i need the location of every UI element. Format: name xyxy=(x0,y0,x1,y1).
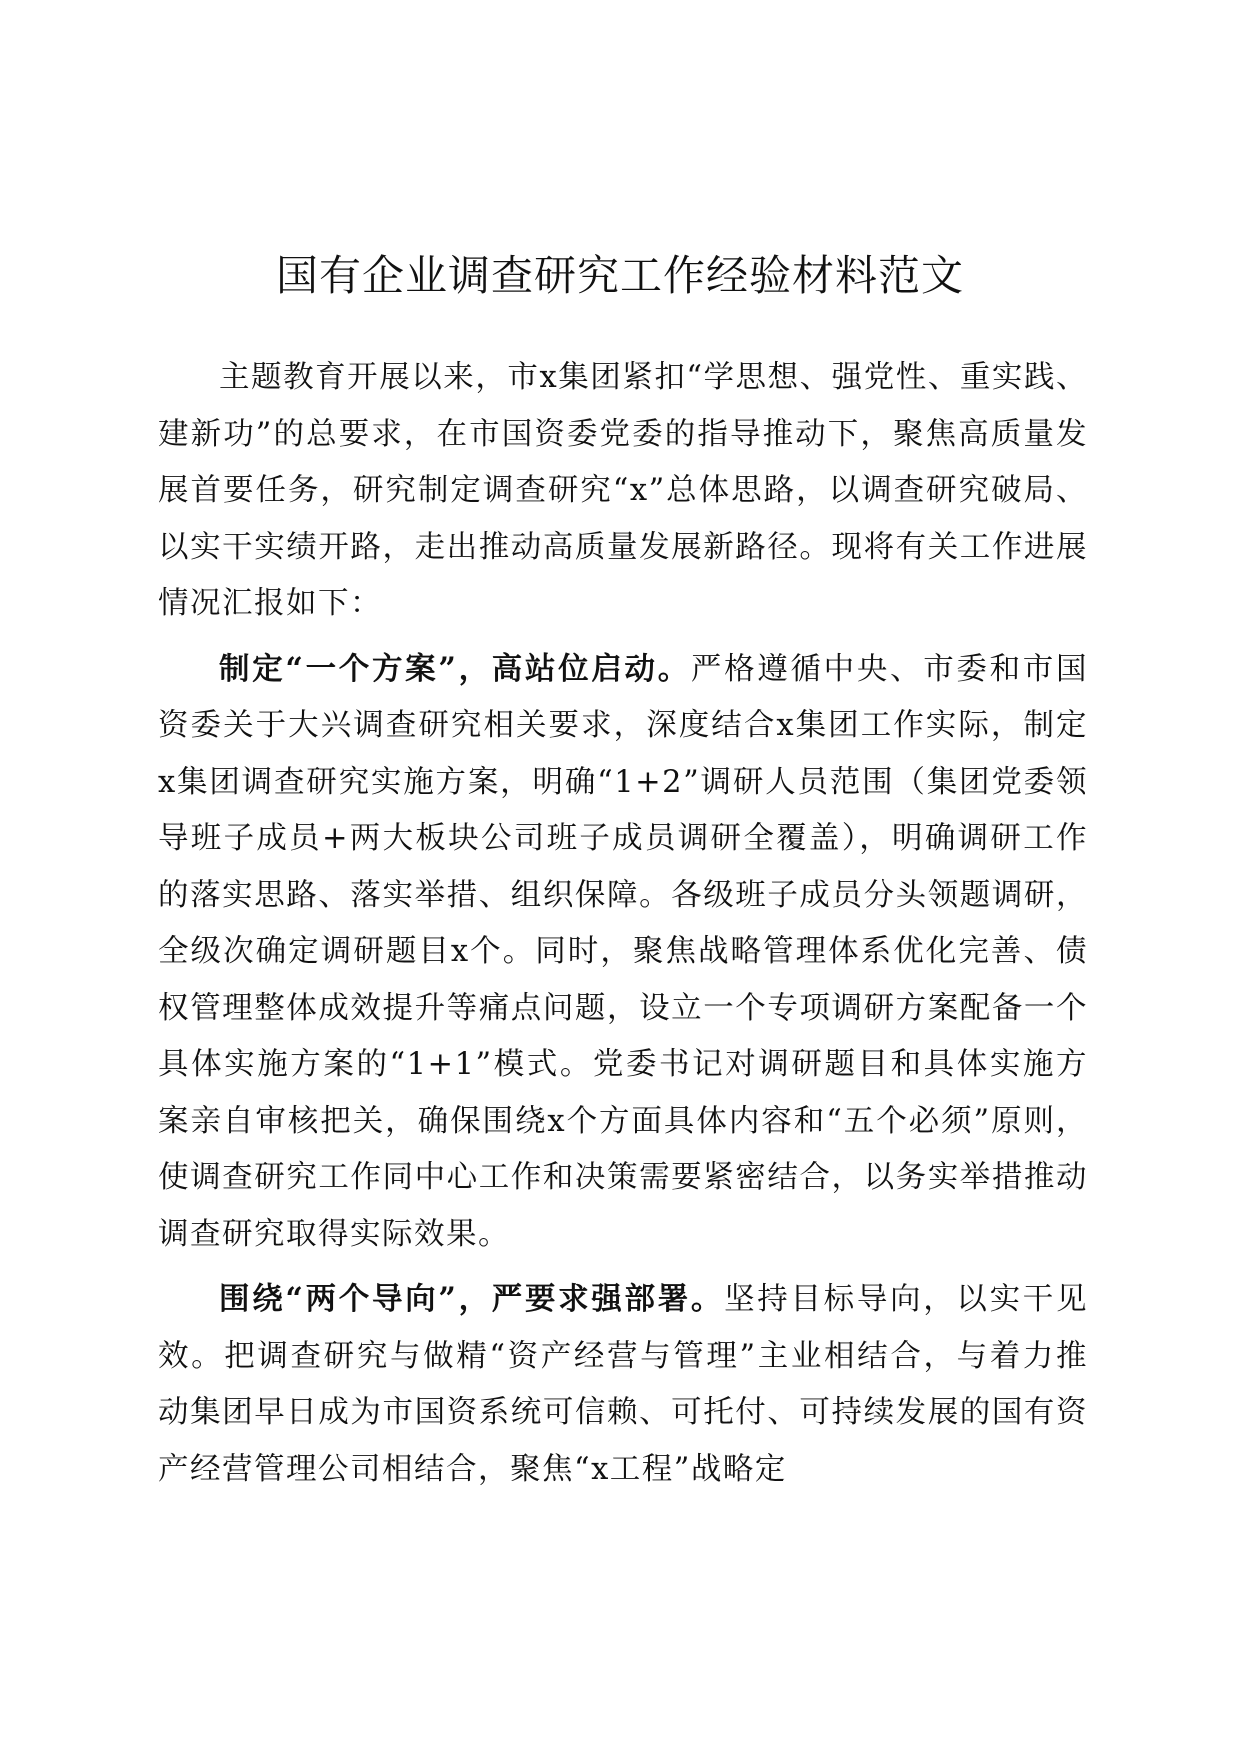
document-body xyxy=(158,350,1088,1498)
section-body-2: 坚持目标导向，以实干见效。把调查研究与做精“资产经营与管理”主业相结合，与着力推动集团早日成为市国资系统可信赖、可托付、可持续发展的国有资产经营管理公司相结合，聚焦“x工程”战略定 xyxy=(158,1282,1088,1487)
section-body-1: 严格遵循中央、市委和市国资委关于大兴调查研究相关要求，深度结合x集团工作实际，制定x集团调查研究实施方案，明确“1+2”调研人员范围（集团党委领导班子成员+两大板块公司班子成员调研全覆盖），明确调研工作的落实思路、落实举措、组织保障。各级班子成员分头领题调研，全级次确定调研题目x个。同时，聚焦战略管理体系优化完善、债权管理整体成效提升等痛点问题，设立一个专项调研方案配备一个具体实施方案的“1+1”模式。党委书记对调研题目和具体实施方案亲自审核把关，确保围绕x个方面具体内容和“五个必须”原则，使调查研究工作同中心工作和决策需要紧密结合，以务实举措推动调查研究取得实际效果。 xyxy=(158,651,1088,1252)
section-paragraph-1 xyxy=(158,641,1088,1264)
document-title: 国有企业调查研究工作经验材料范文 xyxy=(275,251,964,300)
section-heading-2: 围绕“两个导向”，严要求强部署。 xyxy=(219,1281,725,1317)
intro-paragraph: 主题教育开展以来，市x集团紧扣“学思想、强党性、重实践、建新功”的总要求，在市国资委党委的指导推动下，聚焦高质量发展首要任务，研究制定调查研究“x”总体思路，以调查研究破局、以实干实绩开路，走出推动高质量发展新路径。现将有关工作进展情况汇报如下： xyxy=(158,360,1088,621)
section-heading-1: 制定“一个方案”，高站位启动。 xyxy=(219,650,691,687)
section-paragraph-2 xyxy=(158,1271,1088,1498)
